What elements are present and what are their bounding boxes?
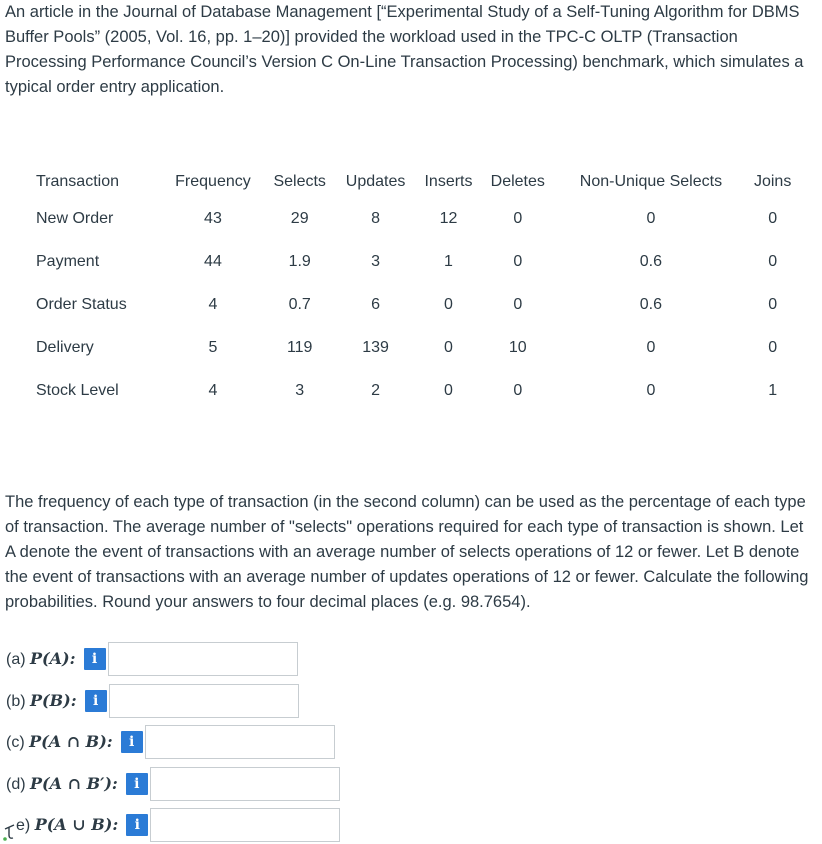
- table-cell: 44: [204, 252, 222, 270]
- table-cell: 0: [513, 381, 523, 399]
- table-cell: 0.6: [639, 252, 663, 270]
- col-header-frequency: Frequency: [175, 173, 251, 190]
- table-cell: 6: [371, 295, 381, 313]
- col-header-non-unique-selects: Non-Unique Selects: [579, 173, 723, 190]
- answer-row-d: [6, 765, 340, 803]
- answer-input-e[interactable]: [150, 808, 340, 842]
- answer-input-c[interactable]: [145, 725, 335, 759]
- table-row: [28, 326, 798, 369]
- table-cell: New Order: [36, 209, 114, 227]
- table-cell: 0: [646, 209, 656, 227]
- table-cell: Payment: [36, 252, 100, 270]
- table-cell: 8: [371, 209, 381, 227]
- table-cell: 29: [290, 209, 309, 227]
- answer-label-b: (b) P(B):: [6, 691, 77, 710]
- table-header-row: [28, 167, 798, 197]
- table-cell: 10: [508, 338, 527, 356]
- table-cell: 3: [295, 381, 305, 399]
- table-cell: 0: [768, 252, 778, 270]
- workload-table: [28, 167, 798, 412]
- table-cell: Order Status: [36, 295, 127, 313]
- table-row: [28, 369, 798, 412]
- col-header-updates: Updates: [345, 173, 406, 190]
- pen-cursor-icon: [2, 823, 22, 843]
- table-row: [28, 240, 798, 283]
- answer-input-d[interactable]: [150, 767, 340, 801]
- table-cell: 43: [204, 209, 222, 227]
- col-header-deletes: Deletes: [490, 173, 545, 190]
- table-cell: 0: [513, 209, 523, 227]
- table-cell: 0: [768, 338, 778, 356]
- answer-input-a[interactable]: [108, 642, 298, 676]
- table-cell: 0: [768, 295, 778, 313]
- table-cell: Delivery: [36, 338, 94, 356]
- answer-row-a: [6, 640, 298, 678]
- table-cell: 0: [768, 209, 778, 227]
- table-cell: 119: [286, 338, 313, 356]
- info-icon[interactable]: i: [126, 773, 148, 795]
- table-cell: 0: [513, 295, 523, 313]
- table-cell: 0.6: [639, 295, 663, 313]
- table-row: [28, 283, 798, 326]
- answer-row-e: [6, 806, 340, 844]
- table-cell: 5: [208, 338, 218, 356]
- answer-label-a: (a) P(A):: [6, 649, 76, 668]
- col-header-selects: Selects: [273, 173, 326, 190]
- table-cell: 0: [444, 381, 453, 399]
- table-cell: 0: [444, 338, 453, 356]
- table-cell: 12: [439, 209, 458, 227]
- col-header-transaction: Transaction: [36, 173, 119, 190]
- table-cell: 0: [513, 252, 523, 270]
- table-cell: 139: [362, 338, 389, 356]
- answer-row-c: [6, 723, 335, 761]
- col-header-joins: Joins: [753, 173, 792, 190]
- answer-row-b: [6, 682, 299, 720]
- table-cell: 0.7: [288, 295, 311, 313]
- table-cell: 0: [646, 381, 656, 399]
- info-icon[interactable]: i: [84, 648, 106, 670]
- table-cell: Stock Level: [36, 381, 119, 399]
- question-paragraph: The frequency of each type of transaction (in the second column) can be used as the percentage of each type of transaction. The average number of "selects" operations required for each type of transaction is shown. Let A denote the event of transactions with an average number of selects operations of 12 or fewer. Let B denote the event of transactions with an average number of updates operations of 12 or fewer. Calculate the following probabilities. Round your answers to four decimal places (e.g. 98.7654).: [5, 493, 809, 611]
- table-cell: 1: [444, 252, 453, 270]
- answer-input-b[interactable]: [109, 684, 299, 718]
- answer-label-d: (d) P(A ∩ B′):: [6, 774, 118, 793]
- table-cell: 4: [208, 381, 218, 399]
- info-icon[interactable]: i: [126, 814, 148, 836]
- answer-label-e: e) P(A ∪ B):: [16, 815, 119, 834]
- table-cell: 3: [371, 252, 381, 270]
- info-icon[interactable]: i: [121, 731, 143, 753]
- table-cell: 4: [208, 295, 218, 313]
- table-cell: 0: [646, 338, 656, 356]
- col-header-inserts: Inserts: [424, 173, 473, 190]
- intro-paragraph: An article in the Journal of Database Management [“Experimental Study of a Self-Tuning Algorithm for DBMS Buffer Pools” (2005, Vol. 16, pp. 1–20)] provided the workload used in the TPC-C OLTP (Transaction Processing Performance Council’s Version C On-Line Transaction Processing) benchmark, which simulates a typical order entry application.: [5, 3, 804, 96]
- answer-label-c: (c) P(A ∩ B):: [6, 732, 113, 751]
- table-cell: 2: [371, 381, 381, 399]
- table-cell: 1: [768, 381, 778, 399]
- info-icon[interactable]: i: [85, 690, 107, 712]
- table-row: [28, 197, 798, 240]
- table-cell: 0: [444, 295, 453, 313]
- table-cell: 1.9: [288, 252, 311, 270]
